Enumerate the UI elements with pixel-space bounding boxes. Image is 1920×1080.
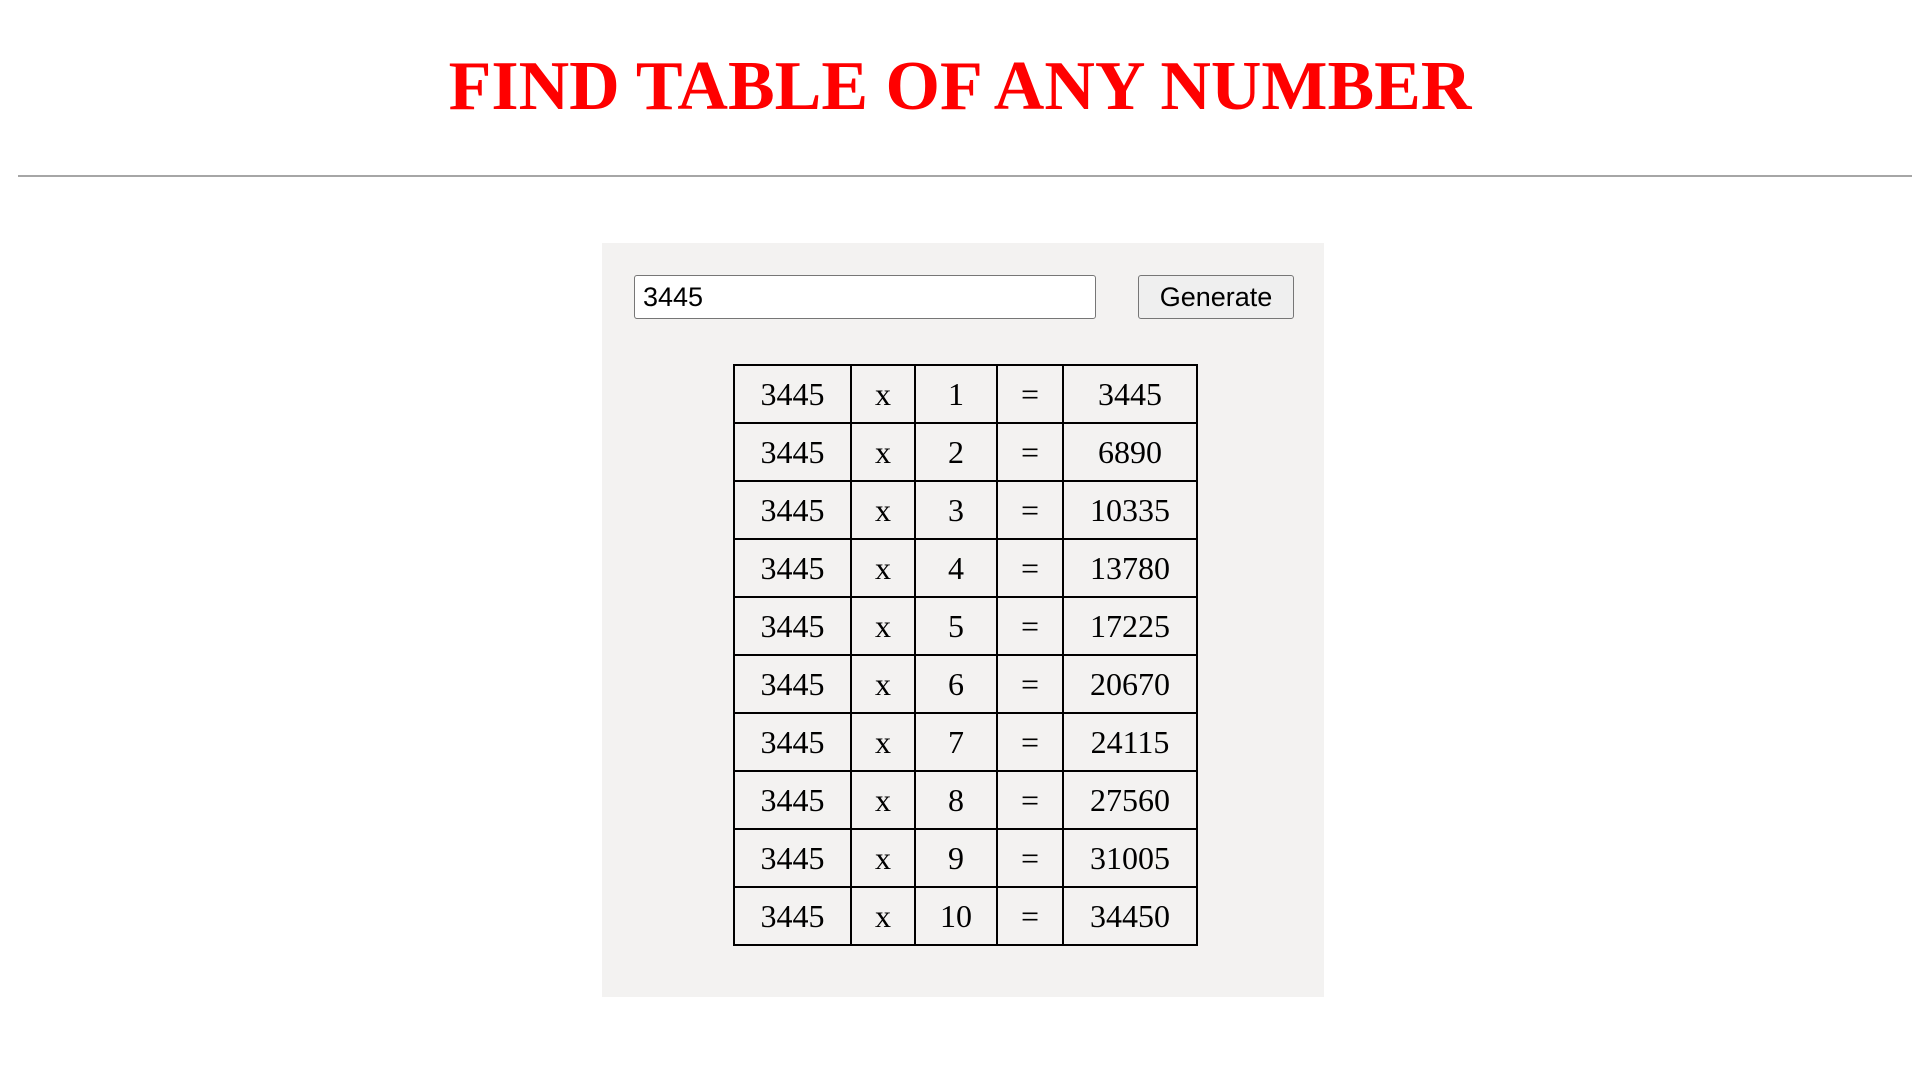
multiplier-cell: 6 <box>915 655 997 713</box>
table-row <box>734 713 1197 771</box>
operator-cell: x <box>851 655 915 713</box>
multiplier-cell: 4 <box>915 539 997 597</box>
result-cell: 6890 <box>1063 423 1197 481</box>
equals-cell: = <box>997 365 1063 423</box>
base-cell: 3445 <box>734 771 851 829</box>
table-row <box>734 655 1197 713</box>
result-cell: 24115 <box>1063 713 1197 771</box>
equals-cell: = <box>997 423 1063 481</box>
result-cell: 17225 <box>1063 597 1197 655</box>
equals-cell: = <box>997 597 1063 655</box>
table-row <box>734 539 1197 597</box>
operator-cell: x <box>851 887 915 945</box>
operator-cell: x <box>851 771 915 829</box>
generate-button[interactable]: Generate <box>1138 275 1294 319</box>
equals-cell: = <box>997 655 1063 713</box>
result-cell: 31005 <box>1063 829 1197 887</box>
operator-cell: x <box>851 539 915 597</box>
multiplier-cell: 7 <box>915 713 997 771</box>
number-input[interactable] <box>634 275 1096 319</box>
base-cell: 3445 <box>734 481 851 539</box>
result-cell: 10335 <box>1063 481 1197 539</box>
base-cell: 3445 <box>734 655 851 713</box>
operator-cell: x <box>851 365 915 423</box>
table-row <box>734 365 1197 423</box>
result-cell: 27560 <box>1063 771 1197 829</box>
table-row <box>734 597 1197 655</box>
page-title: FIND TABLE OF ANY NUMBER <box>448 48 1472 125</box>
table-row <box>734 423 1197 481</box>
table-generator-panel <box>602 243 1324 997</box>
equals-cell: = <box>997 829 1063 887</box>
table-row <box>734 771 1197 829</box>
operator-cell: x <box>851 481 915 539</box>
base-cell: 3445 <box>734 365 851 423</box>
operator-cell: x <box>851 597 915 655</box>
multiplier-cell: 3 <box>915 481 997 539</box>
divider <box>18 175 1912 177</box>
result-cell: 34450 <box>1063 887 1197 945</box>
table-row <box>734 481 1197 539</box>
multiplication-table <box>733 364 1198 946</box>
multiplier-cell: 9 <box>915 829 997 887</box>
result-cell: 13780 <box>1063 539 1197 597</box>
base-cell: 3445 <box>734 539 851 597</box>
operator-cell: x <box>851 829 915 887</box>
multiplier-cell: 5 <box>915 597 997 655</box>
operator-cell: x <box>851 713 915 771</box>
base-cell: 3445 <box>734 713 851 771</box>
table-row <box>734 887 1197 945</box>
multiplication-table-wrapper <box>733 364 1198 946</box>
multiplier-cell: 10 <box>915 887 997 945</box>
base-cell: 3445 <box>734 597 851 655</box>
table-row <box>734 829 1197 887</box>
equals-cell: = <box>997 481 1063 539</box>
result-cell: 20670 <box>1063 655 1197 713</box>
equals-cell: = <box>997 771 1063 829</box>
equals-cell: = <box>997 539 1063 597</box>
multiplier-cell: 2 <box>915 423 997 481</box>
result-cell: 3445 <box>1063 365 1197 423</box>
equals-cell: = <box>997 713 1063 771</box>
equals-cell: = <box>997 887 1063 945</box>
base-cell: 3445 <box>734 887 851 945</box>
operator-cell: x <box>851 423 915 481</box>
multiplier-cell: 1 <box>915 365 997 423</box>
base-cell: 3445 <box>734 829 851 887</box>
multiplier-cell: 8 <box>915 771 997 829</box>
base-cell: 3445 <box>734 423 851 481</box>
